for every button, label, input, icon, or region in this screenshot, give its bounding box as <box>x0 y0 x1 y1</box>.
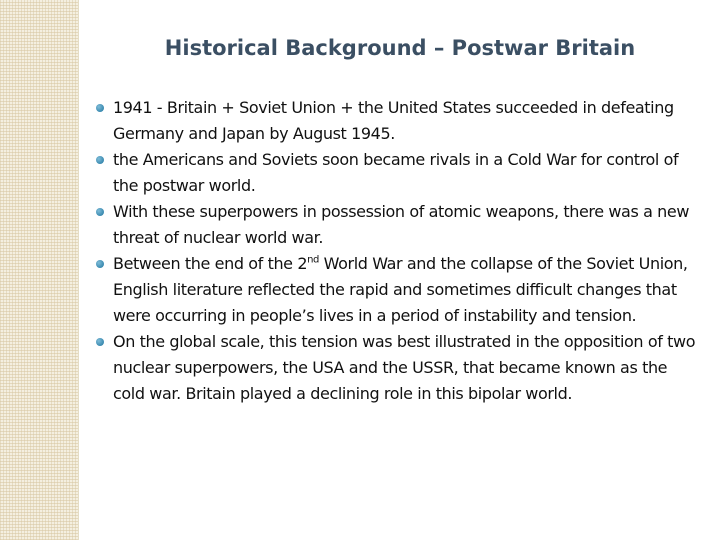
decorative-side-strip <box>0 0 78 540</box>
bullet-item <box>113 251 698 329</box>
bullet-text-part: World War and the collapse of the Soviet Union, English literature reflected the rapid and sometimes difficult changes that were occurring in people’s lives in a period of instability and tension. <box>113 254 688 325</box>
bullet-item <box>113 199 698 251</box>
bullet-dot-icon <box>96 338 104 346</box>
bullet-item <box>113 95 698 147</box>
bullet-dot-icon <box>96 104 104 112</box>
bullet-text-part: Between the end of the 2 <box>113 254 308 273</box>
bullet-dot-icon <box>96 260 104 268</box>
bullet-text: With these superpowers in possession of atomic weapons, there was a new threat of nuclear world war. <box>113 202 690 247</box>
bullet-item <box>113 147 698 199</box>
bullet-text: On the global scale, this tension was best illustrated in the opposition of two nuclear superpowers, the USA and the USSR, that became known as the cold war. Britain played a declining role in this bipolar world. <box>113 332 696 403</box>
slide-title: Historical Background – Postwar Britain <box>164 36 636 60</box>
bullet-list <box>113 95 698 407</box>
ordinal-superscript: nd <box>307 254 319 266</box>
bullet-item <box>113 329 698 407</box>
bullet-text: 1941 - Britain + Soviet Union + the United States succeeded in defeating Germany and Japan by August 1945. <box>113 98 674 143</box>
bullet-text: the Americans and Soviets soon became rivals in a Cold War for control of the postwar world. <box>113 150 679 195</box>
bullet-dot-icon <box>96 156 104 164</box>
bullet-dot-icon <box>96 208 104 216</box>
side-divider <box>78 0 79 540</box>
